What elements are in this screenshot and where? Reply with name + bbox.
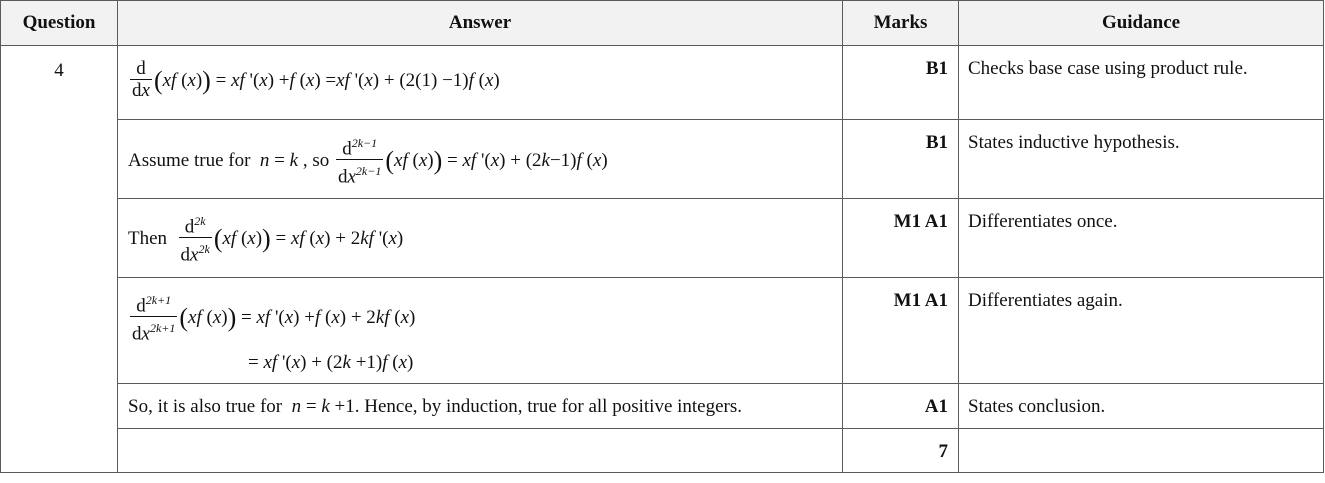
marks-cell: B1 (843, 46, 959, 120)
guidance-cell: Differentiates again. (959, 278, 1324, 384)
header-question: Question (1, 1, 118, 46)
table-row (1, 384, 1324, 429)
question-number: 4 (1, 46, 118, 473)
table-row (1, 278, 1324, 384)
header-row (1, 1, 1324, 46)
marks-cell: M1 A1 (843, 199, 959, 278)
answer-hypothesis: Assume true for n = k , so $\frac{d^{2k-1}}{dx^{2k-1}}$ ( xf ( x ) ) = xf '( x ) + (2 k −1) f ( x ) (118, 120, 843, 199)
header-marks: Marks (843, 1, 959, 46)
marks-cell: A1 (843, 384, 959, 429)
marks-cell: M1 A1 (843, 278, 959, 384)
guidance-cell: Differentiates once. (959, 199, 1324, 278)
guidance-empty (959, 429, 1324, 473)
answer-conclusion: So, it is also true for n = k +1. Hence, by induction, true for all positive integers. (118, 384, 843, 429)
then-text: Then (128, 227, 168, 249)
header-answer: Answer (118, 1, 843, 46)
conclusion-text-b: . Hence, by induction, true for all positive integers. (354, 396, 743, 417)
table-row (1, 199, 1324, 278)
guidance-cell: States inductive hypothesis. (959, 120, 1324, 199)
assume-text: Assume true for (128, 149, 251, 171)
header-guidance: Guidance (959, 1, 1324, 46)
conclusion-text-a: So, it is also true for (128, 396, 283, 417)
total-row (1, 429, 1324, 473)
table-row (1, 46, 1324, 120)
answer-base-case: $\frac{d}{dx}$ ( xf ( x ) ) = xf '( x ) + f ( x ) = xf '( x ) + (2(1) −1) f ( x ) (118, 46, 843, 120)
so-text: , so (302, 149, 330, 171)
guidance-cell: States conclusion. (959, 384, 1324, 429)
answer-second-derivative: $\frac{d^{2k+1}}{dx^{2k+1}}$ ( xf ( x ) ) = xf '( x ) + f ( x ) + 2 kf ( x ) = xf '(x) + (2k +1)f (x) (118, 278, 843, 384)
guidance-cell: Checks base case using product rule. (959, 46, 1324, 120)
answer-empty (118, 429, 843, 473)
total-marks: 7 (843, 429, 959, 473)
table-row (1, 120, 1324, 199)
answer-first-derivative: Then $\frac{d^{2k}}{dx^{2k}}$ ( xf ( x ) ) = xf ( x ) + 2 kf '( x ) (118, 199, 843, 278)
marks-cell: B1 (843, 120, 959, 199)
